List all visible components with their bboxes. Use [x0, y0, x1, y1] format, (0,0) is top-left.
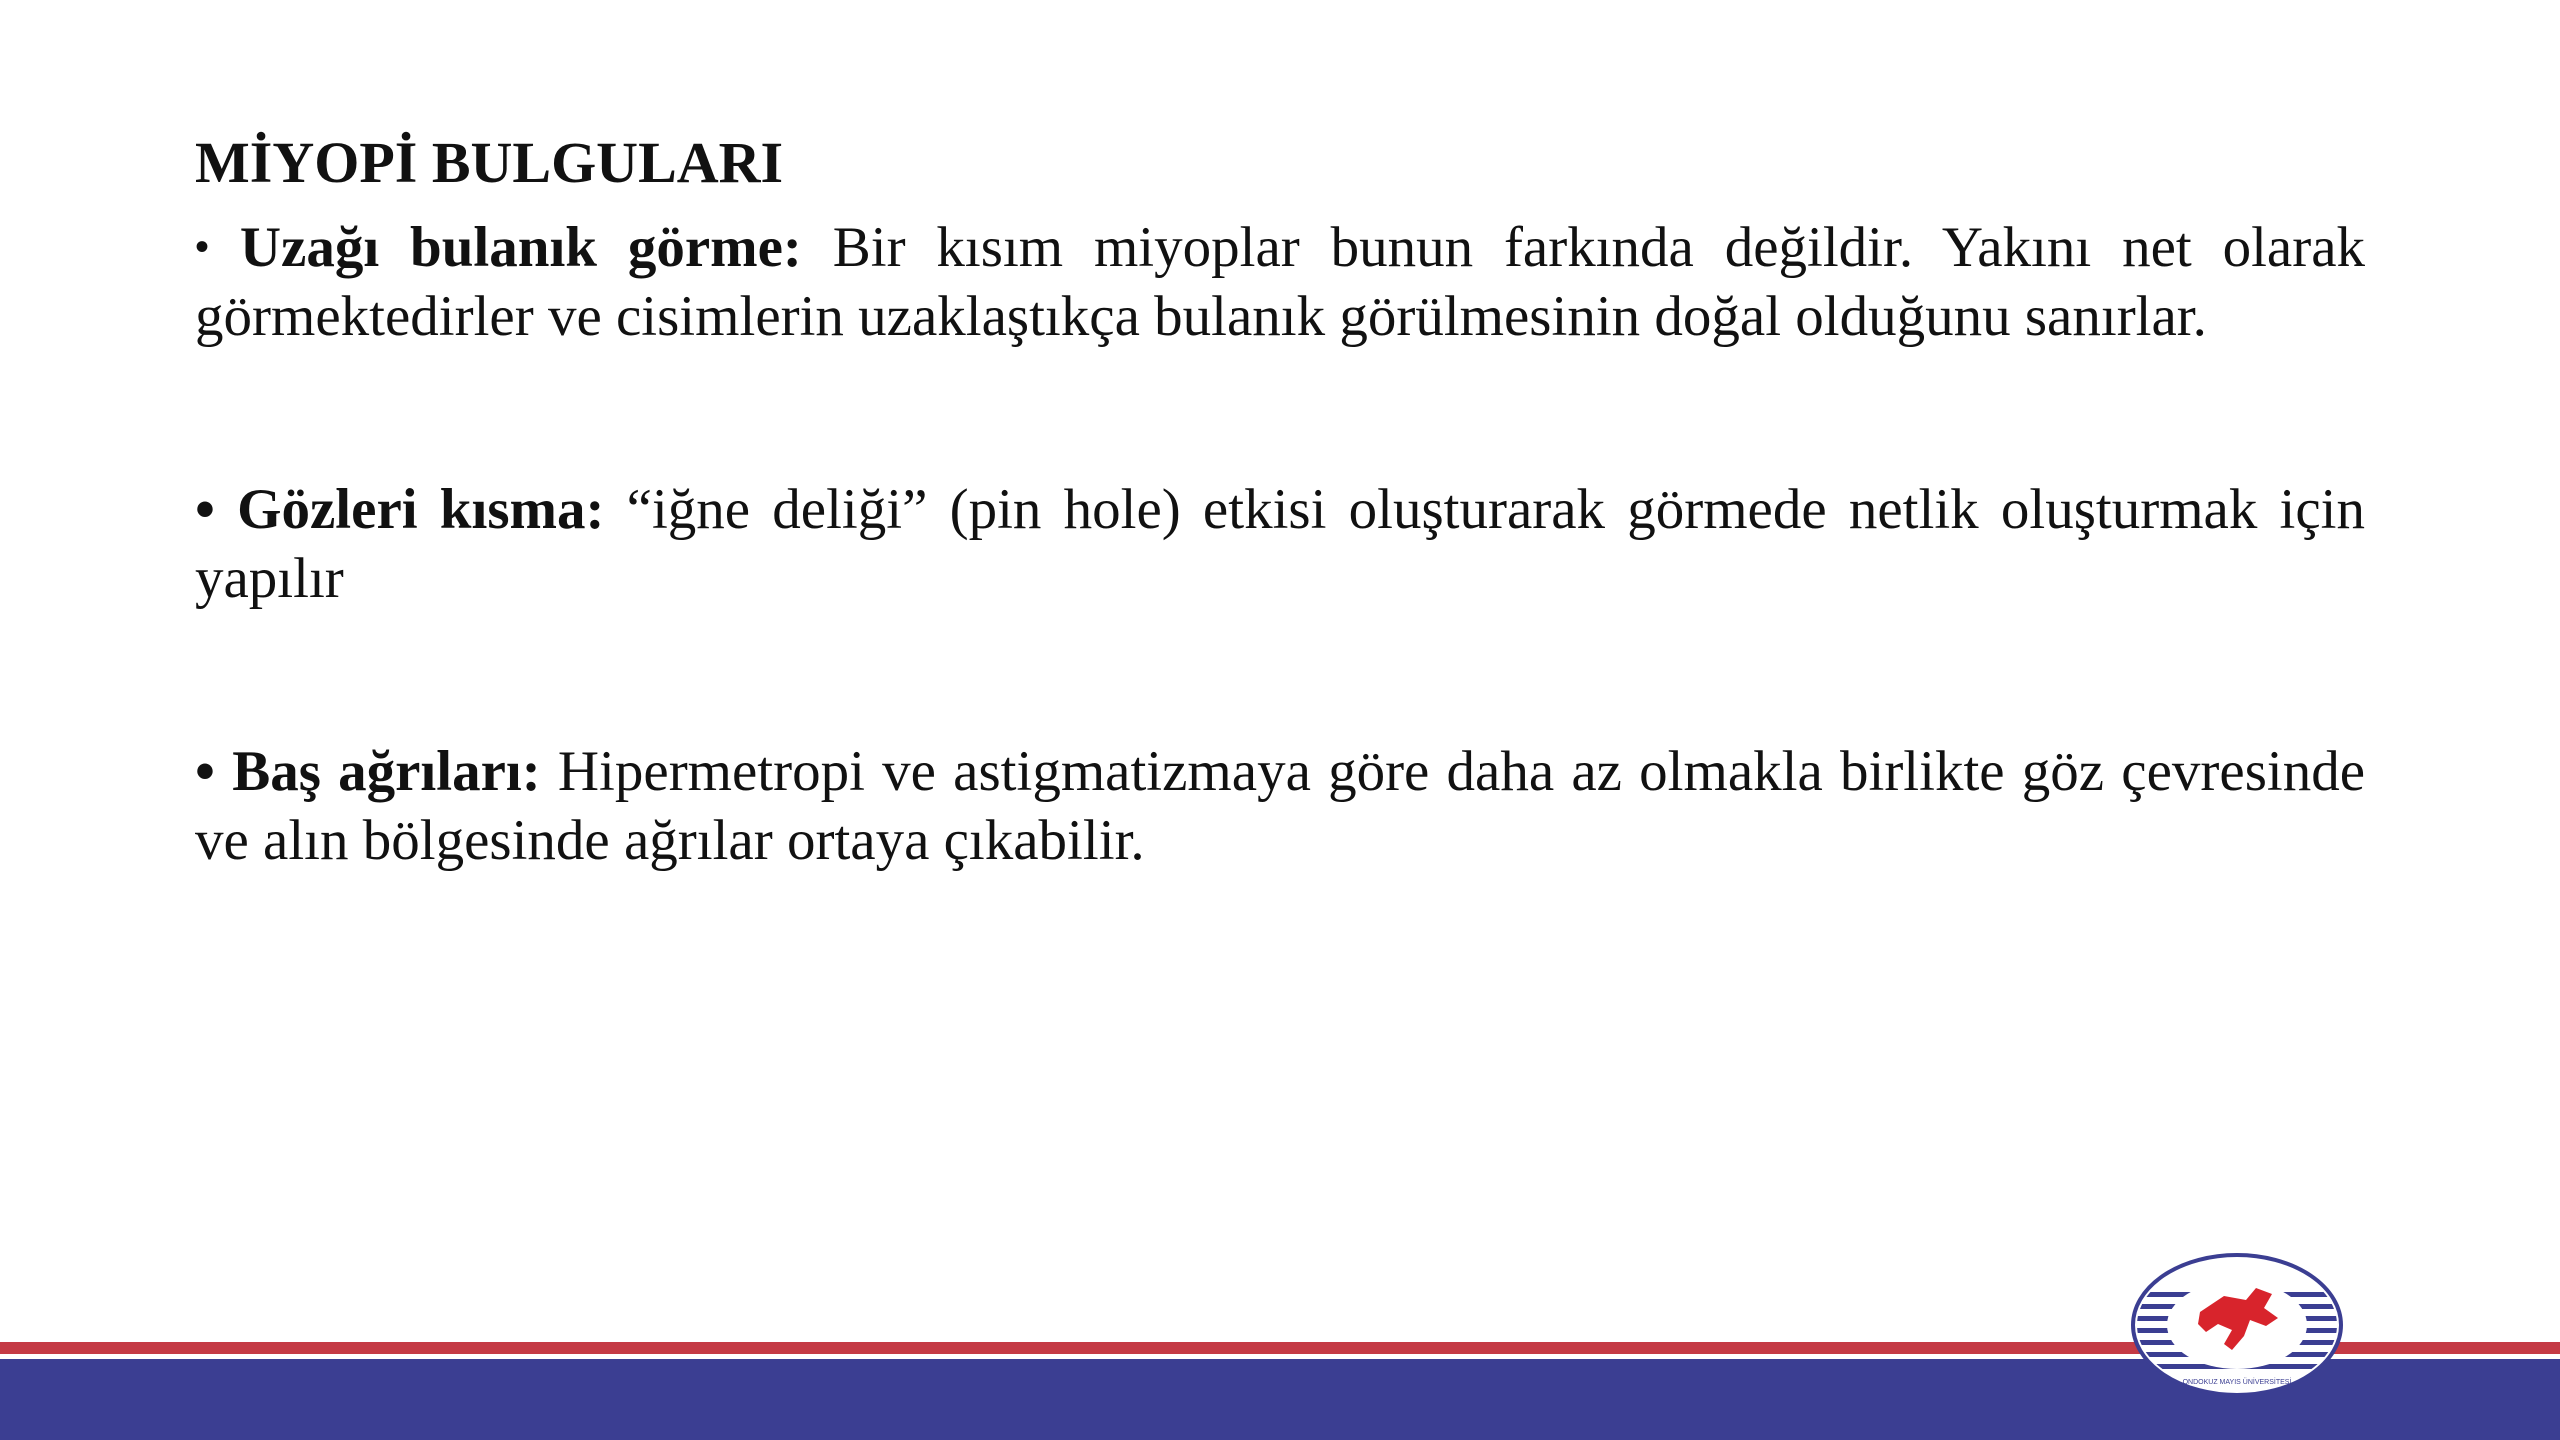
- bullet-term: Uzağı bulanık görme:: [239, 215, 802, 279]
- bullet-item: [195, 212, 2365, 351]
- bullet-marker: •: [195, 477, 215, 541]
- university-seal-icon: [2128, 1252, 2346, 1398]
- bullet-term: Gözleri kısma:: [237, 477, 605, 541]
- bullet-text: Bir kısım miyoplar bunun farkında değildir. Yakını net olarak görmektedirler ve cisimlerin uzaklaştıkça bulanık görülmesinin doğal olduğunu sanırlar.: [195, 215, 2366, 348]
- bullet-term: Baş ağrıları:: [232, 739, 541, 803]
- slide-content: [195, 128, 2365, 875]
- bullet-text: “iğne deliği” (pin hole) etkisi oluşturarak görmede netlik oluşturmak için yapılır: [195, 477, 2366, 610]
- bullet-item: [195, 475, 2365, 613]
- slide-title: MİYOPİ BULGULARI: [195, 130, 784, 195]
- bullet-item: [195, 737, 2365, 875]
- bullet-text: Hipermetropi ve astigmatizmaya göre daha az olmakla birlikte göz çevresinde ve alın bölgesinde ağrılar ortaya çıkabilir.: [195, 739, 2366, 872]
- seal-text: ONDOKUZ MAYIS ÜNİVERSİTESİ: [2182, 1379, 2292, 1386]
- bullet-marker: •: [195, 739, 215, 803]
- bullet-marker: •: [195, 223, 210, 269]
